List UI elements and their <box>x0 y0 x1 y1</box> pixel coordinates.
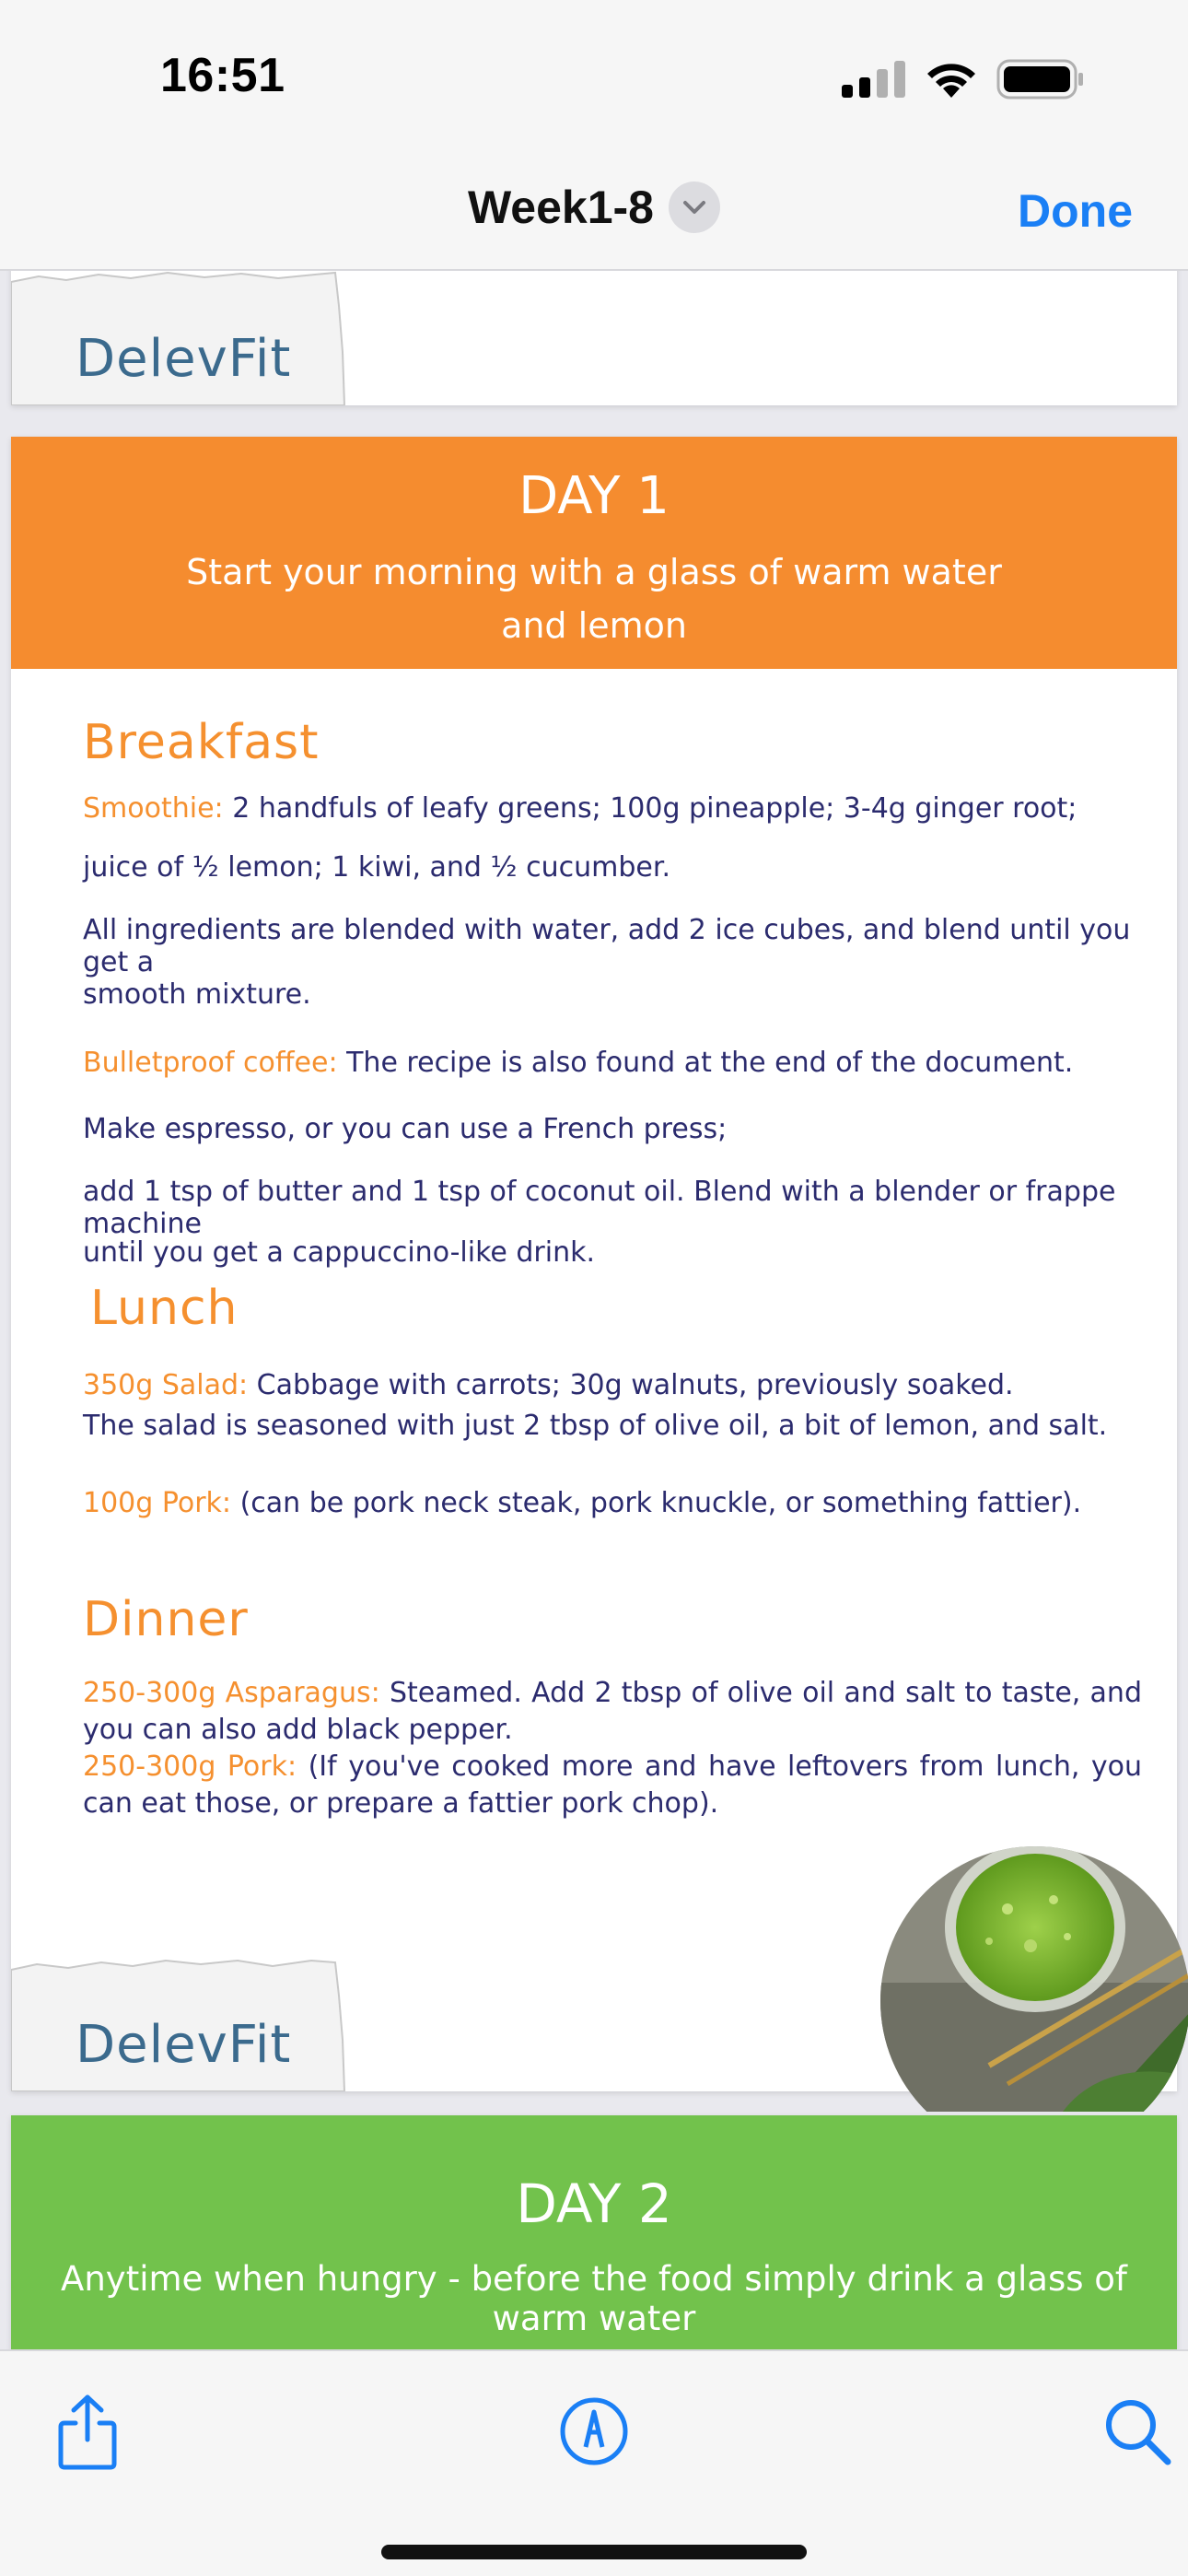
smoothie-paragraph <box>83 792 1142 825</box>
status-bar <box>0 0 1188 157</box>
butter-line: add 1 tsp of butter and 1 tsp of coconut oil. Blend with a blender or frappe machine <box>83 1176 1116 1240</box>
brand-logo: DelevFit <box>76 329 292 389</box>
brand-logo: DelevFit <box>76 2015 292 2075</box>
coffee-paragraph <box>83 1047 1142 1079</box>
coffee-label: Bulletproof coffee: <box>83 1047 338 1079</box>
breakfast-heading: Breakfast <box>83 715 320 770</box>
blend-line: smooth mixture. <box>83 978 311 1011</box>
salad-text: Cabbage with carrots; 30g walnuts, previously soaked. <box>248 1369 1014 1401</box>
chevron-down-icon[interactable] <box>669 181 720 233</box>
coffee-text: The recipe is also found at the end of the document. <box>337 1047 1074 1079</box>
lunch-heading: Lunch <box>90 1281 239 1336</box>
lunch-pork-paragraph <box>83 1487 1142 1519</box>
battery-icon <box>996 59 1085 100</box>
dinner-heading: Dinner <box>83 1592 249 1647</box>
day-subtitle: Anytime when hungry - before the food simply drink a glass of warm water <box>61 2259 1127 2338</box>
salad-paragraph <box>83 1369 1142 1401</box>
day-title: DAY 1 <box>518 466 670 526</box>
day-subtitle <box>11 545 1177 652</box>
lunch-pork-label: 100g Pork: <box>83 1487 232 1519</box>
day-header <box>11 2115 1177 2349</box>
document-page <box>11 437 1177 2091</box>
document-page <box>11 2115 1177 2349</box>
document-page <box>11 271 1177 405</box>
salad-line: The salad is seasoned with just 2 tbsp of olive oil, a bit of lemon, and salt. <box>83 1410 1108 1442</box>
nav-bar <box>0 157 1188 271</box>
document-title: Week1-8 <box>468 181 654 233</box>
salad-label: 350g Salad: <box>83 1369 249 1401</box>
smoothie-photo <box>879 1844 1188 2112</box>
day-header <box>11 437 1177 669</box>
home-indicator[interactable] <box>381 2545 807 2559</box>
dinner-pork-text: (If you've cooked more and have leftovers from lunch, you can eat those, or prepare a fattier pork chop). <box>83 1751 1143 1820</box>
dinner-pork-paragraph <box>83 1749 1142 1822</box>
smoothie-text: 2 handfuls of leafy greens; 100g pineapple; 3-4g ginger root; <box>223 792 1077 825</box>
asparagus-label: 250-300g Asparagus: <box>83 1677 380 1709</box>
document-viewer[interactable] <box>0 271 1188 2349</box>
wifi-icon <box>923 57 980 100</box>
cellular-signal-icon <box>842 61 906 98</box>
bottom-toolbar <box>0 2349 1188 2576</box>
asparagus-text: Steamed. Add 2 tbsp of olive oil and salt to taste, and you can also add black pepper. <box>83 1677 1142 1746</box>
day-subtitle-line: and lemon <box>501 605 687 646</box>
share-icon[interactable] <box>46 2390 129 2473</box>
blend-line: All ingredients are blended with water, add 2 ice cubes, and blend until you get a <box>83 914 1131 978</box>
status-time: 16:51 <box>160 49 285 102</box>
markup-icon[interactable] <box>553 2390 635 2473</box>
smoothie-text-line: juice of ½ lemon; 1 kiwi, and ½ cucumber. <box>83 851 670 884</box>
day-title: DAY 2 <box>516 2172 672 2235</box>
done-button[interactable]: Done <box>1018 185 1133 237</box>
dinner-pork-label: 250-300g Pork: <box>83 1751 297 1783</box>
day-subtitle-line: Start your morning with a glass of warm water <box>186 552 1002 592</box>
smoothie-label: Smoothie: <box>83 792 224 825</box>
document-title-menu[interactable] <box>0 177 1188 234</box>
asparagus-paragraph <box>83 1675 1142 1749</box>
espresso-line: Make espresso, or you can use a French press; <box>83 1113 728 1145</box>
lunch-pork-text: (can be pork neck steak, pork knuckle, or something fattier). <box>231 1487 1082 1519</box>
butter-line: until you get a cappuccino-like drink. <box>83 1236 596 1269</box>
search-icon[interactable] <box>1096 2390 1179 2473</box>
